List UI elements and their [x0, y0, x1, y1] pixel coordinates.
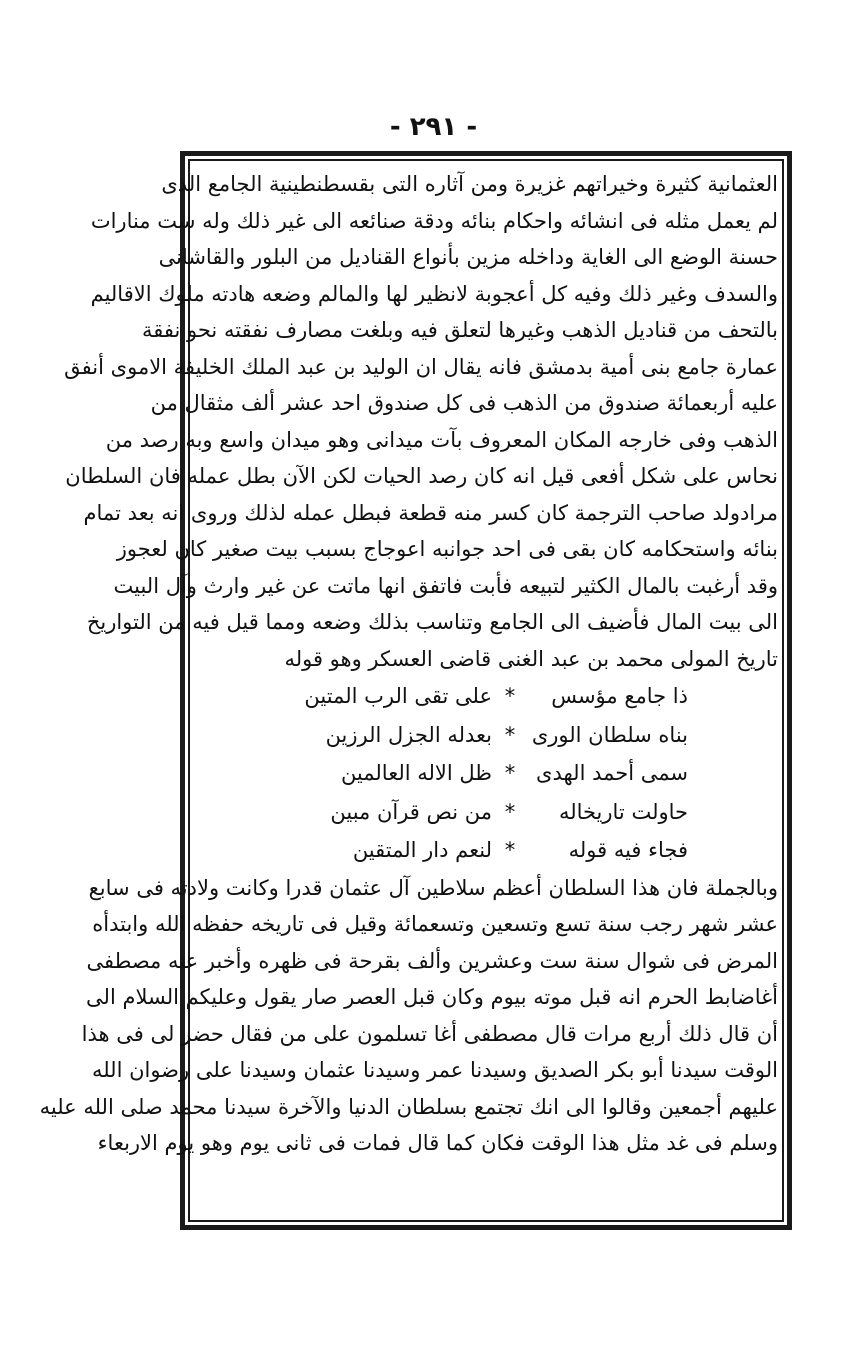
text-line: تاريخ المولى محمد بن عبد الغنى قاضى العسكر وهو قوله: [284, 646, 778, 671]
text-line: نحاس على شكل أفعى قيل انه كان رصد الحيات لكن الآن بطل عمله فان السلطان: [65, 464, 778, 488]
poem-verse: [194, 831, 778, 870]
page-number: - ٢٩١ -: [389, 112, 478, 142]
text-line: أغاضابط الحرم انه قبل موته بيوم وكان قبل العصر صار يقول وعليكم السلام الى: [86, 985, 778, 1009]
text-line: مرادولد صاحب الترجمة كان كسر منه قطعة فبطل عمله لذلك وروى انه بعد تمام: [83, 500, 778, 525]
text-line: عليهم أجمعين وقالوا الى انك تجتمع بسلطان الدنيا والآخرة سيدنا محمد صلى الله عليه: [39, 1094, 778, 1119]
verse-separator: *: [504, 838, 516, 862]
text-line: وقد أرغبت بالمال الكثير لتبيعه فأبت فاتفق انها ماتت عن غير وارث وآل البيت: [113, 573, 778, 598]
verse-first-hemistich: ذا جامع مؤسس: [551, 684, 688, 708]
text-line: المرض فى شوال سنة ست وعشرين وألف بقرحة فى ظهره وأخبر عنه مصطفى: [86, 948, 778, 973]
verse-second-hemistich: على تقى الرب المتين: [304, 684, 492, 708]
text-line: العثمانية كثيرة وخيراتهم غزيرة ومن آثاره التى بقسطنطينية الجامع الذى: [161, 172, 778, 196]
text-line: وبالجملة فان هذا السلطان أعظم سلاطين آل عثمان قدرا وكانت ولادته فى سابع: [88, 875, 778, 900]
text-line: عمارة جامع بنى أمية بدمشق فانه يقال ان الوليد بن عبد الملك الخليفة الاموى أنفق: [64, 354, 778, 379]
text-line: الذهب وفى خارجه المكان المعروف بآت ميدانى وهو ميدان واسع وبه رصد من: [105, 427, 778, 452]
text-line: بالتحف من قناديل الذهب وغيرها لتعلق فيه وبلغت مصارف نفقته نحو نفقة: [142, 318, 778, 342]
verse-second-hemistich: بعدله الجزل الرزين: [325, 722, 492, 747]
poem-verse: [194, 716, 778, 755]
poem-verse: [194, 754, 778, 793]
text-line: أن قال ذلك أربع مرات قال مصطفى أغا تسلمون على من فقال حضر لى فى هذا: [81, 1021, 778, 1046]
text-line: الوقت سيدنا أبو بكر الصديق وسيدنا عمر وسيدنا عثمان وسيدنا على رضوان الله: [91, 1058, 778, 1082]
main-text-block: [39, 166, 778, 1216]
text-line: عليه أربعمائة صندوق من الذهب فى كل صندوق احد عشر ألف مثقال من: [150, 391, 778, 415]
text-line: لم يعمل مثله فى انشائه واحكام بنائه ودقة صنائعه الى غير ذلك وله ست منارات: [90, 208, 778, 233]
verse-separator: *: [504, 684, 516, 708]
verse-first-hemistich: سمى أحمد الهدى: [536, 761, 688, 785]
verse-second-hemistich: من نص قرآن مبين: [330, 799, 492, 824]
verse-second-hemistich: لنعم دار المتقين: [352, 838, 492, 862]
text-line: والسدف وغير ذلك وفيه كل أعجوبة لانظير لها والمالم وضعه هادته ملوك الاقاليم: [90, 281, 778, 306]
text-line: الى بيت المال فأضيف الى الجامع وتناسب بذلك وضعه ومما قيل فيه من التواريخ: [86, 610, 778, 634]
text-line: وسلم فى غد مثل هذا الوقت فكان كما قال فمات فى ثانى يوم وهو يوم الاربعاء: [97, 1131, 778, 1155]
verse-first-hemistich: فجاء فيه قوله: [568, 838, 688, 862]
verse-second-hemistich: ظل الاله العالمين: [340, 761, 492, 785]
verse-separator: *: [504, 722, 516, 747]
text-line: بنائه واستحكامه كان بقى فى احد جوانبه اعوجاج بسبب بيت صغير كان لعجوز: [116, 537, 778, 561]
poem-verse: [194, 677, 778, 716]
verse-first-hemistich: بناه سلطان الورى: [531, 722, 688, 747]
verse-separator: *: [504, 761, 516, 785]
poem-verse: [194, 793, 778, 832]
text-line: حسنة الوضع الى الغاية وداخله مزين بأنواع القناديل من البلور والقاشانى: [158, 245, 778, 269]
text-line: عشر شهر رجب سنة تسع وتسعين وتسعمائة وقيل فى تاريخه حفظه الله وابتدأه: [92, 912, 778, 936]
verse-separator: *: [504, 799, 516, 824]
verse-first-hemistich: حاولت تاريخاله: [558, 799, 688, 824]
